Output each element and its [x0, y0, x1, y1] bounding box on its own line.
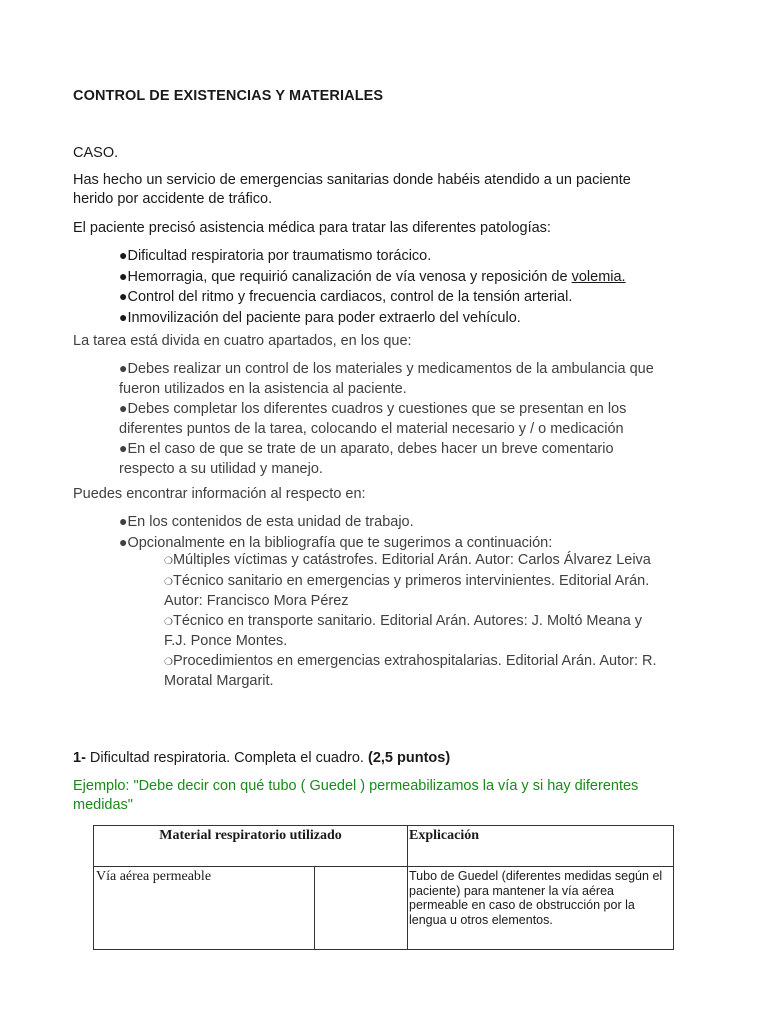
header-material: Material respiratorio utilizado — [94, 826, 408, 867]
pathologies-intro: El paciente precisó asistencia médica para tratar las diferentes patologías: — [73, 220, 551, 236]
list-item: ●Opcionalmente en la bibliografía que te sugerimos a continuación: — [119, 533, 553, 551]
bullet-icon: ● — [119, 267, 128, 284]
circle-bullet-icon: ❍ — [164, 556, 173, 567]
info-list — [119, 512, 709, 553]
example-note — [73, 777, 638, 815]
circle-bullet-icon: ❍ — [164, 616, 173, 628]
bullet-icon: ● — [119, 308, 128, 325]
list-item: ●En los contenidos de esta unidad de trabajo. — [119, 513, 414, 530]
intro-paragraph — [73, 171, 631, 209]
bullet-icon: ● — [119, 440, 128, 456]
bullet-icon: ● — [119, 360, 128, 376]
info-intro: Puedes encontrar información al respecto en: — [73, 486, 366, 502]
list-item: ●Hemorragia, que requirió canalización de vía venosa y reposición de volemia. — [119, 267, 626, 285]
list-item: ❍Procedimientos en emergencias extrahospitalarias. Editorial Arán. Autor: R. Moratal Margarit. — [164, 652, 657, 689]
volemia-underlined: volemia. — [571, 268, 626, 285]
bullet-icon: ● — [119, 288, 128, 304]
list-item: ❍Técnico sanitario en emergencias y primeros intervinientes. Editorial Arán. Autor: Francisco Mora Pérez — [164, 572, 650, 609]
cell-explicacion: Tubo de Guedel (diferentes medidas según el paciente) para mantener la vía aérea permeable en caso de obstrucción por la lengua u otros elementos. — [408, 867, 674, 950]
intro-line-1: Has hecho un servicio de emergencias sanitarias donde habéis atendido a un paciente — [73, 172, 631, 188]
question-points: (2,5 puntos) — [367, 750, 451, 766]
tasks-list — [119, 359, 709, 479]
list-item: ●Dificultad respiratoria por traumatismo torácico. — [119, 247, 432, 264]
list-item: ❍Múltiples víctimas y catástrofes. Editorial Arán. Autor: Carlos Álvarez Leiva — [164, 552, 651, 568]
list-item: ●Debes completar los diferentes cuadros y cuestiones que se presentan en los diferentes puntos de la tarea, colocando el material necesario y / o medicación — [119, 400, 627, 437]
list-item: ●Inmovilización del paciente para poder extraerlo del vehículo. — [119, 308, 521, 326]
cell-material: Vía aérea permeable — [94, 867, 315, 950]
bullet-icon: ● — [119, 400, 128, 416]
question-1 — [73, 749, 450, 768]
bullet-icon: ● — [119, 513, 128, 529]
materials-table — [93, 825, 674, 950]
list-item: ●En el caso de que se trate de un aparato, debes hacer un breve comentario respecto a su utilidad y manejo. — [119, 440, 614, 477]
intro-line-2: herido por accidente de tráfico. — [73, 191, 273, 207]
question-number: 1- — [73, 750, 86, 766]
list-item: ●Debes realizar un control de los materiales y medicamentos de la ambulancia que fueron utilizados en la asistencia al paciente. — [119, 360, 654, 397]
bullet-icon: ● — [119, 533, 128, 550]
question-text: Dificultad respiratoria. Completa el cuadro. — [85, 750, 368, 766]
example-line-2: medidas" — [73, 797, 133, 813]
circle-bullet-icon: ❍ — [164, 576, 173, 588]
table-row — [94, 867, 674, 950]
cell-empty — [315, 867, 408, 950]
pathologies-list — [119, 246, 709, 328]
document-title: CONTROL DE EXISTENCIAS Y MATERIALES — [73, 88, 384, 104]
list-item: ●Control del ritmo y frecuencia cardiacos, control de la tensión arterial. — [119, 288, 573, 305]
bullet-icon: ● — [119, 247, 128, 263]
list-item: ❍Técnico en transporte sanitario. Editorial Arán. Autores: J. Moltó Meana y F.J. Ponce Montes. — [164, 612, 643, 649]
bibliography-list — [164, 551, 704, 692]
circle-bullet-icon: ❍ — [164, 656, 173, 668]
task-intro: La tarea está divida en cuatro apartados, en los que: — [73, 333, 412, 349]
header-explicacion: Explicación — [408, 826, 674, 867]
caso-label: CASO. — [73, 145, 119, 161]
table-header-row — [94, 826, 674, 867]
example-line-1: Ejemplo: "Debe decir con qué tubo ( Guedel ) permeabilizamos la vía y si hay diferentes — [73, 778, 639, 794]
